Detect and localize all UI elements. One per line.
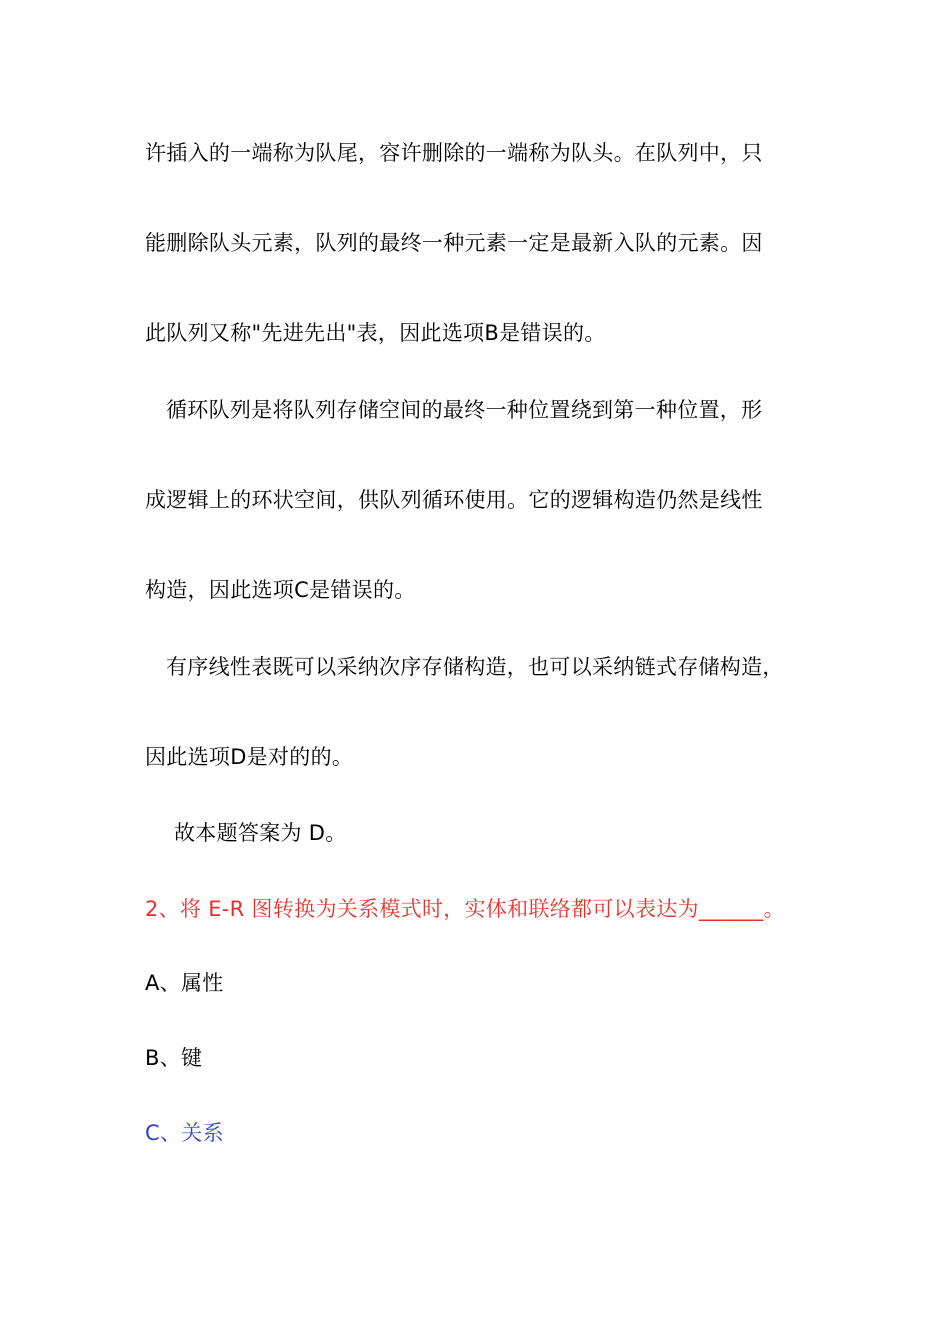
question-2-text: 2、将 E-R 图转换为关系模式时，实体和联络都可以表达为______。 <box>145 897 785 921</box>
explanation-line-7: 有序线性表既可以采纳次序存储构造，也可以采纳链式存储构造， <box>166 655 784 679</box>
answer-summary: 故本题答案为 D。 <box>174 821 347 845</box>
explanation-line-5: 成逻辑上的环状空间，供队列循环使用。它的逻辑构造仍然是线性 <box>145 488 763 512</box>
explanation-line-3: 此队列又称"先进先出"表，因此选项B是错误的。 <box>145 321 606 345</box>
option-a: A、属性 <box>145 971 224 995</box>
explanation-line-1: 许插入的一端称为队尾，容许删除的一端称为队头。在队列中，只 <box>145 141 763 165</box>
option-c: C、关系 <box>145 1121 224 1145</box>
explanation-line-2: 能删除队头元素，队列的最终一种元素一定是最新入队的元素。因 <box>145 231 763 255</box>
explanation-line-8: 因此选项D是对的的。 <box>145 745 354 769</box>
explanation-line-4: 循环队列是将队列存储空间的最终一种位置绕到第一种位置，形 <box>166 398 763 422</box>
explanation-line-6: 构造，因此选项C是错误的。 <box>145 578 416 602</box>
option-b: B、键 <box>145 1046 203 1070</box>
